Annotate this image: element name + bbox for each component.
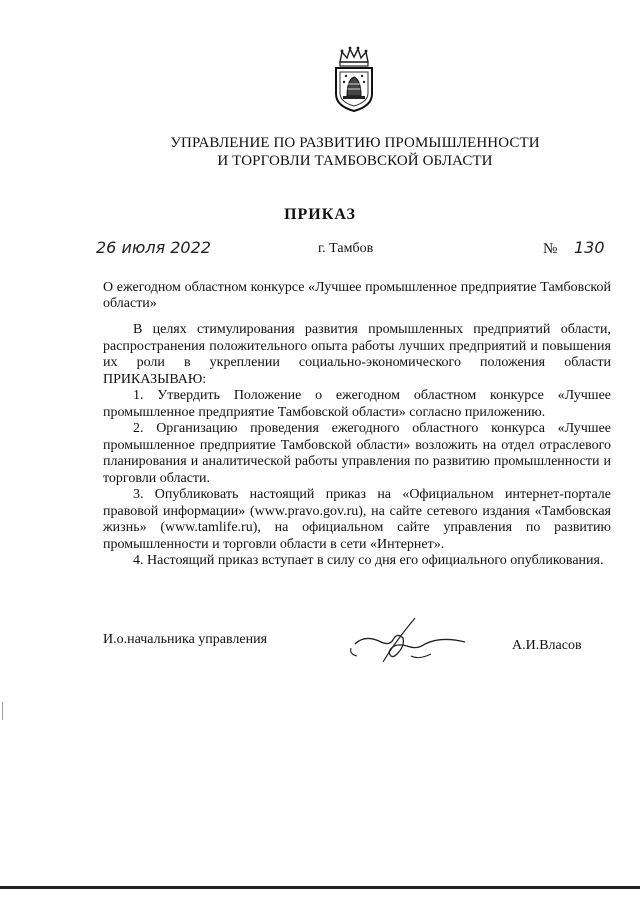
intro-paragraph: В целях стимулирования развития промышленных предприятий области, распространения положительного опыта работы лучших предприятий и повышения их роли в укреплении социально-экономического положения области ПРИКАЗЫВАЮ: bbox=[103, 322, 611, 387]
order-city: г. Тамбов bbox=[318, 241, 374, 256]
scan-bottom-edge bbox=[0, 886, 640, 889]
signatory-position: И.о.начальника управления bbox=[103, 632, 268, 647]
org-line-1: УПРАВЛЕНИЕ ПО РАЗВИТИЮ ПРОМЫШЛЕННОСТИ bbox=[170, 135, 540, 151]
handwritten-signature-icon bbox=[345, 612, 470, 672]
scan-margin-mark bbox=[2, 702, 3, 720]
item-4: 4. Настоящий приказ вступает в силу со дня его официального опубликования. bbox=[133, 553, 604, 568]
tambov-coat-of-arms-icon bbox=[330, 44, 378, 114]
item-3: 3. Опубликовать настоящий приказ на «Официальном интернет-портале правовой информации» (www.pravo.gov.ru), на сайте сетевого издания «Тамбовская жизнь» (www.tamlife.ru), на официальном сайте управления по развитию промышленности и торговли области в сети «Интернет». bbox=[103, 487, 611, 552]
item-2: 2. Организацию проведения ежегодного областного конкурса «Лучшее промышленное предприятие Тамбовской области» возложить на отдел отраслевого планирования и аналитической работы управления по развитию промышленности и торговли области. bbox=[103, 421, 611, 486]
order-subject: О ежегодном областном конкурсе «Лучшее промышленное предприятие Тамбовской области» bbox=[103, 280, 611, 311]
signatory-name: А.И.Власов bbox=[512, 638, 582, 653]
order-date: 26 июля 2022 bbox=[96, 238, 211, 257]
order-body bbox=[103, 322, 611, 570]
org-line-2: И ТОРГОВЛИ ТАМБОВСКОЙ ОБЛАСТИ bbox=[217, 153, 493, 169]
document-title: ПРИКАЗ bbox=[284, 206, 356, 223]
organization-name bbox=[95, 134, 615, 170]
order-number: 130 bbox=[574, 238, 605, 257]
order-number-label: № bbox=[543, 241, 558, 257]
item-1: 1. Утвердить Положение о ежегодном областном конкурсе «Лучшее промышленное предприятие Тамбовской области» согласно приложению. bbox=[103, 388, 611, 420]
